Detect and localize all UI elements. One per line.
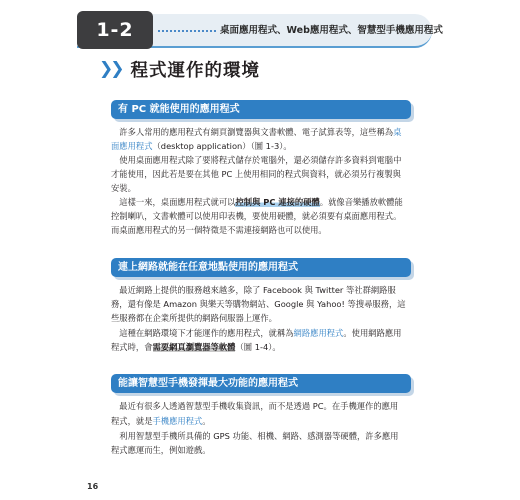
subheading-smartphone-apps: 能讓智慧型手機發揮最大功能的應用程式 [111, 374, 411, 393]
term-highlight: 網路應用程式 [293, 328, 344, 338]
paragraph-line: 些服務都在企業所提供的網路伺服器上運作。 [111, 313, 277, 323]
term-highlight: 桌 [393, 127, 402, 137]
paragraph-line: 最近有很多人透過智慧型手機收集資訊，而不是透過 PC。在手機運作的應用 [111, 401, 399, 411]
paragraph-line: 程式時，會需要網頁瀏覽器等軟體（圖 1-4）。 [111, 342, 281, 352]
paragraph-line: 這種在網路環境下才能運作的應用程式，就稱為網路應用程式。使用網路應用 [111, 328, 402, 338]
paragraph-line: 而桌面應用程式的另一個特徵是不需連接網路也可以使用。 [111, 225, 327, 235]
subheading-web-apps: 連上網路就能在任意地點使用的應用程式 [111, 258, 411, 277]
paragraph-line: 最近網路上提供的服務越來越多，除了 Facebook 與 Twitter 等社群網路服 [111, 285, 396, 295]
section-heading [99, 56, 260, 82]
term-highlight: 手機應用程式 [152, 416, 203, 426]
emphasis-highlight: 控制與 PC 連接的硬體 [235, 197, 320, 207]
paragraph-line: 利用智慧型手機所具備的 GPS 功能、相機、網路、感測器等硬體，許多應用 [111, 431, 399, 441]
subheading-desktop-apps: 有 PC 就能使用的應用程式 [111, 100, 411, 119]
paragraph-line: 使用桌面應用程式除了要將程式儲存於電腦外，還必須儲存許多資料到電腦中 [111, 155, 402, 165]
double-chevron-icon: ❯❯ [99, 59, 122, 79]
paragraph-line: 面應用程式（desktop application）（圖 1-3）。 [111, 141, 292, 151]
term-highlight: 面應用程式 [111, 141, 153, 151]
paragraph-line: 程式，就是手機應用程式。 [111, 416, 211, 426]
paragraph-line: 這樣一來，桌面應用程式就可以控制與 PC 連接的硬體。就像音樂播放軟體能 [111, 197, 403, 207]
paragraph-line: 安裝。 [111, 183, 136, 193]
paragraph-line: 控制喇叭，文書軟體可以使用印表機，要使用硬體，就必須要有桌面應用程式。 [111, 211, 402, 221]
chapter-dotted-rule [158, 30, 216, 32]
chapter-number: 1-2 [77, 11, 153, 49]
paragraph-line: 才能使用，因此若是要在其他 PC 上使用相同的程式與資料，就必須另行複製與 [111, 169, 401, 179]
section-title: 程式運作的環境 [130, 60, 260, 81]
chapter-title: 桌面應用程式、Web應用程式、智慧型手機應用程式 [220, 25, 443, 36]
paragraph-line: 許多人常用的應用程式有網頁瀏覽器與文書軟體、電子試算表等，這些稱為桌 [111, 127, 402, 137]
emphasis-underline: 需要網頁瀏覽器等軟體 [152, 342, 236, 352]
paragraph-line: 程式應運而生，例如遊戲。 [111, 445, 211, 455]
page-number: 16 [87, 482, 99, 491]
paragraph-line: 務，還有像是 Amazon 與樂天等購物網站、Google 與 Yahoo! 等搜尋服務，這 [111, 299, 406, 309]
